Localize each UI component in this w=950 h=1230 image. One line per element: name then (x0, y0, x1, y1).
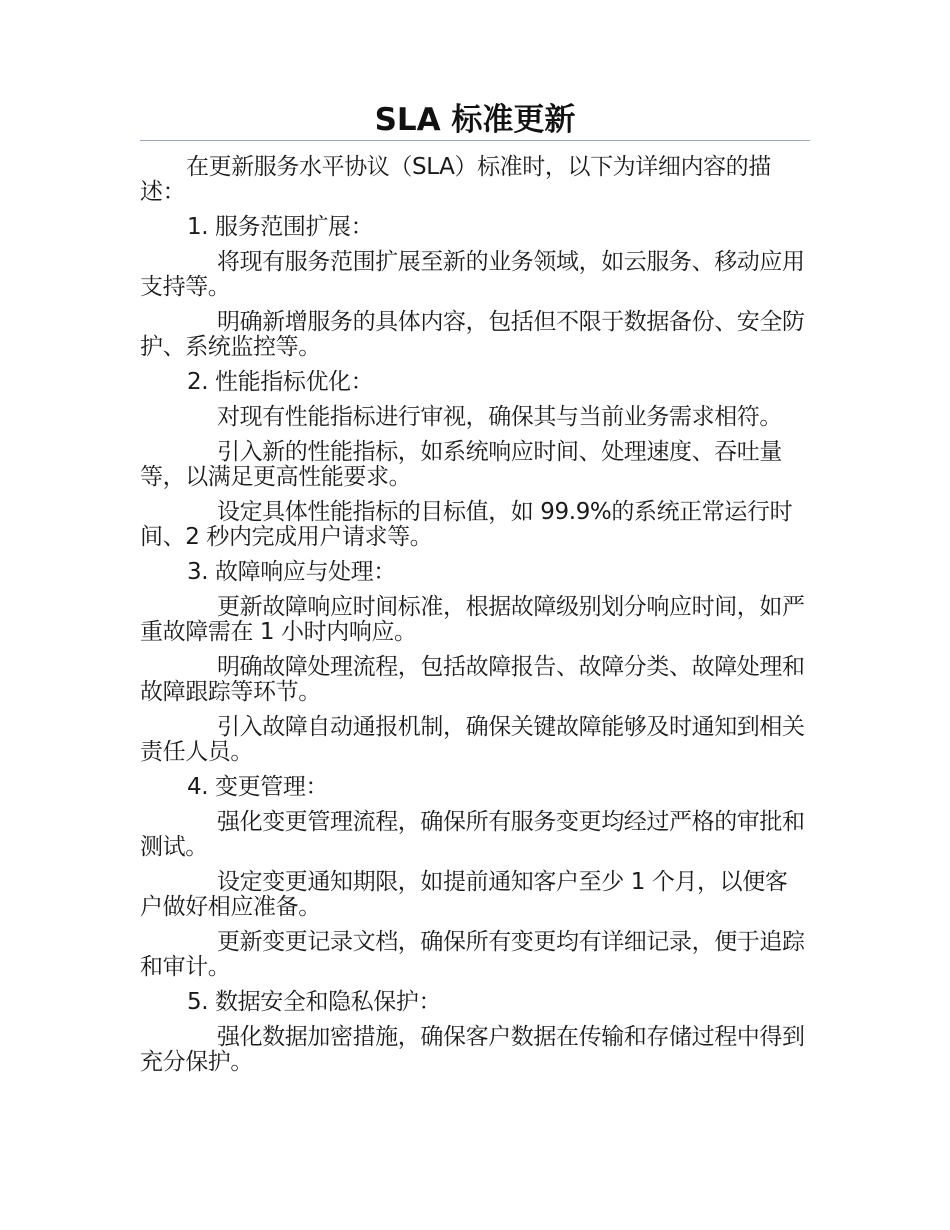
section-heading-2: 2. 性能指标优化： (187, 369, 374, 395)
section-3-item-3: 引入故障自动通报机制，确保关键故障能够及时通知到相关责任人员。 (140, 714, 805, 765)
document-page (140, 100, 810, 1085)
section-2-item-2: 引入新的性能指标，如系统响应时间、处理速度、吞吐量等，以满足更高性能要求。 (140, 439, 783, 490)
section-3-item-2: 明确故障处理流程，包括故障报告、故障分类、故障处理和故障跟踪等环节。 (140, 654, 805, 705)
section-1-item-1: 将现有服务范围扩展至新的业务领域，如云服务、移动应用支持等。 (140, 249, 805, 300)
title-underline (140, 140, 810, 141)
section-2-item-1: 对现有性能指标进行审视，确保其与当前业务需求相符。 (217, 404, 783, 430)
page-title: SLA 标准更新 (374, 102, 576, 138)
section-3-item-1: 更新故障响应时间标准，根据故障级别划分响应时间，如严重故障需在 1 小时内响应。 (140, 594, 805, 645)
section-5-item-1: 强化数据加密措施，确保客户数据在传输和存储过程中得到充分保护。 (140, 1024, 805, 1075)
section-heading-5: 5. 数据安全和隐私保护： (187, 989, 442, 1015)
intro-paragraph: 在更新服务水平协议（SLA）标准时，以下为详细内容的描述： (140, 154, 771, 205)
section-heading-3: 3. 故障响应与处理： (187, 559, 396, 585)
section-4-item-1: 强化变更管理流程，确保所有服务变更均经过严格的审批和测试。 (140, 809, 805, 860)
section-heading-1: 1. 服务范围扩展： (187, 214, 374, 240)
section-2-item-3: 设定具体性能指标的目标值，如 99.9%的系统正常运行时间、2 秒内完成用户请求等。 (140, 499, 793, 550)
section-4-item-3: 更新变更记录文档，确保所有变更均有详细记录，便于追踪和审计。 (140, 929, 805, 980)
section-1-item-2: 明确新增服务的具体内容，包括但不限于数据备份、安全防护、系统监控等。 (140, 309, 805, 360)
section-4-item-2: 设定变更通知期限，如提前通知客户至少 1 个月，以便客户做好相应准备。 (140, 869, 788, 920)
section-heading-4: 4. 变更管理： (187, 774, 329, 800)
